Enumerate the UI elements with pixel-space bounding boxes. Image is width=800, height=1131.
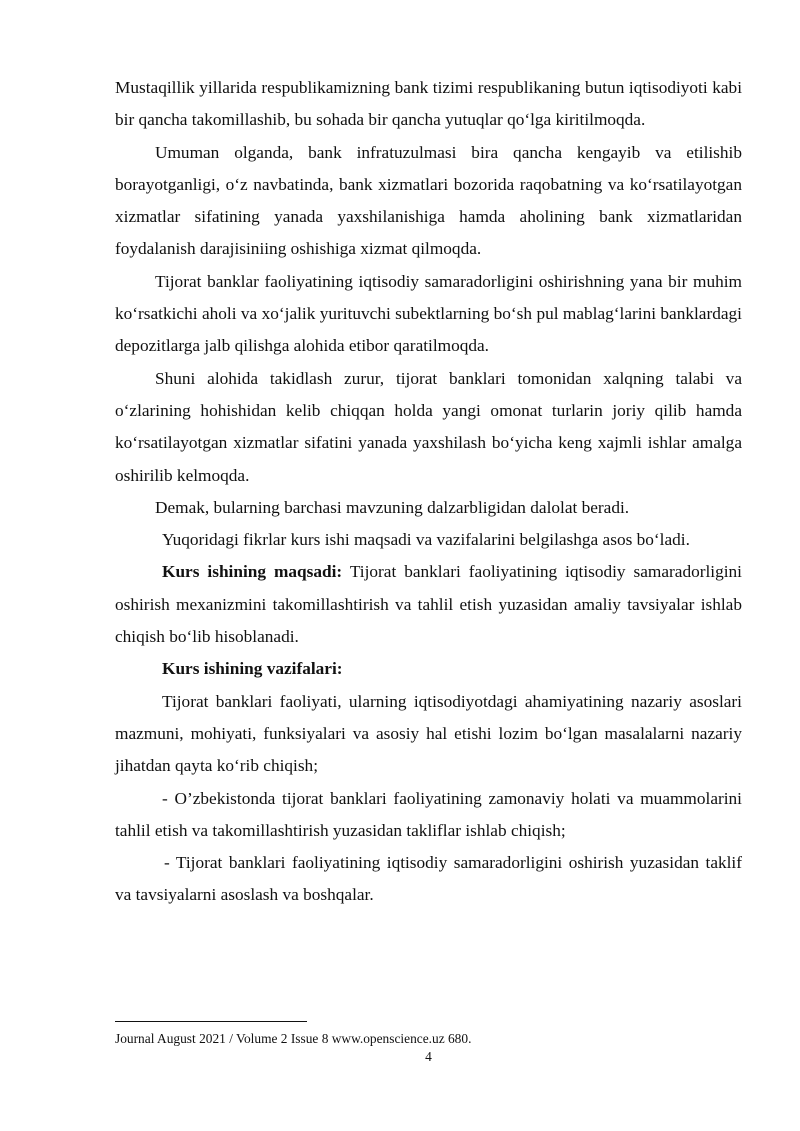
footnote: Journal August 2021 / Volume 2 Issue 8 www.openscience.uz 680. bbox=[115, 1031, 472, 1046]
paragraph-relevance: Demak, bularning barchasi mavzuning dalzarbligidan dalolat beradi. bbox=[155, 497, 630, 517]
task-item: Tijorat banklari faoliyati, ularning iqtisodiyotdagi ahamiyatining nazariy asoslari mazmuni, mohiyati, funksiyalari va asosiy hal etishi lozim bo‘lgan masalalarni nazariy jihatdan qayta ko‘rib chiqish; bbox=[115, 691, 742, 776]
footnote-separator bbox=[115, 1021, 307, 1022]
body-text bbox=[115, 72, 742, 912]
paragraph-new-deposit-types: Shuni alohida takidlash zurur, tijorat banklari tomonidan xalqning talabi va o‘zlarining hohishidan kelib chiqqan holda yangi omonat turlarin joriy qilib hamda ko‘rsatilayotgan xizmatlar sifatini yanada yaxshilash bo‘yicha keng xajmli ishlar amalga oshirilib kelmoqda. bbox=[115, 368, 742, 485]
paragraph-independence-years: Mustaqillik yillarida respublikamizning bank tizimi respublikaning butun iqtisodiyoti kabi bir qancha takomillashib, bu sohada bir qancha yutuqlar qo‘lga kiritilmoqda. bbox=[115, 78, 742, 130]
page-number: 4 bbox=[425, 1049, 432, 1064]
paragraph-aim bbox=[115, 556, 742, 653]
tasks-heading: Kurs ishining vazifalari: bbox=[162, 659, 343, 679]
task-item: - O’zbekistonda tijorat banklari faoliyatining zamonaviy holati va muammolarini tahlil etish va takomillashtirish yuzasidan takliflar ishlab chiqish; bbox=[115, 788, 742, 840]
aim-label: Kurs ishining maqsadi: bbox=[162, 562, 343, 582]
paragraph-deposit-attraction: Tijorat banklar faoliyatining iqtisodiy samaradorligini oshirishning yana bir muhim ko‘rsatkichi aholi va xo‘jalik yurituvchi subektlarning bo‘sh pul mablag‘larini banklardagi depozitlarga jalb qilishga alohida etibor qaratilmoqda. bbox=[115, 271, 742, 356]
aim-text: Tijorat banklari faoliyatining iqtisodiy samaradorligini oshirish mexanizmini takomillashtirish va tahlil etish yuzasidan amaliy tavsiyalar ishlab chiqish bo‘lib hisoblanadi. bbox=[115, 562, 742, 647]
task-item: - Tijorat banklari faoliyatining iqtisodiy samaradorligini oshirish yuzasidan taklif va tavsiyalarni asoslash va boshqalar. bbox=[115, 853, 742, 905]
paragraph-basis: Yuqoridagi fikrlar kurs ishi maqsadi va vazifalarini belgilashga asos bo‘ladi. bbox=[162, 530, 690, 550]
paragraph-bank-infrastructure: Umuman olganda, bank infratuzulmasi bira qancha kengayib va etilishib borayotganligi, o‘z navbatinda, bank xizmatlari bozorida raqobatning va ko‘rsatilayotgan xizmatlar sifatining yanada yaxshilanishiga hamda aholining bank xizmatlaridan foydalanish darajisiniing oshishiga xizmat qilmoqda. bbox=[115, 142, 742, 259]
